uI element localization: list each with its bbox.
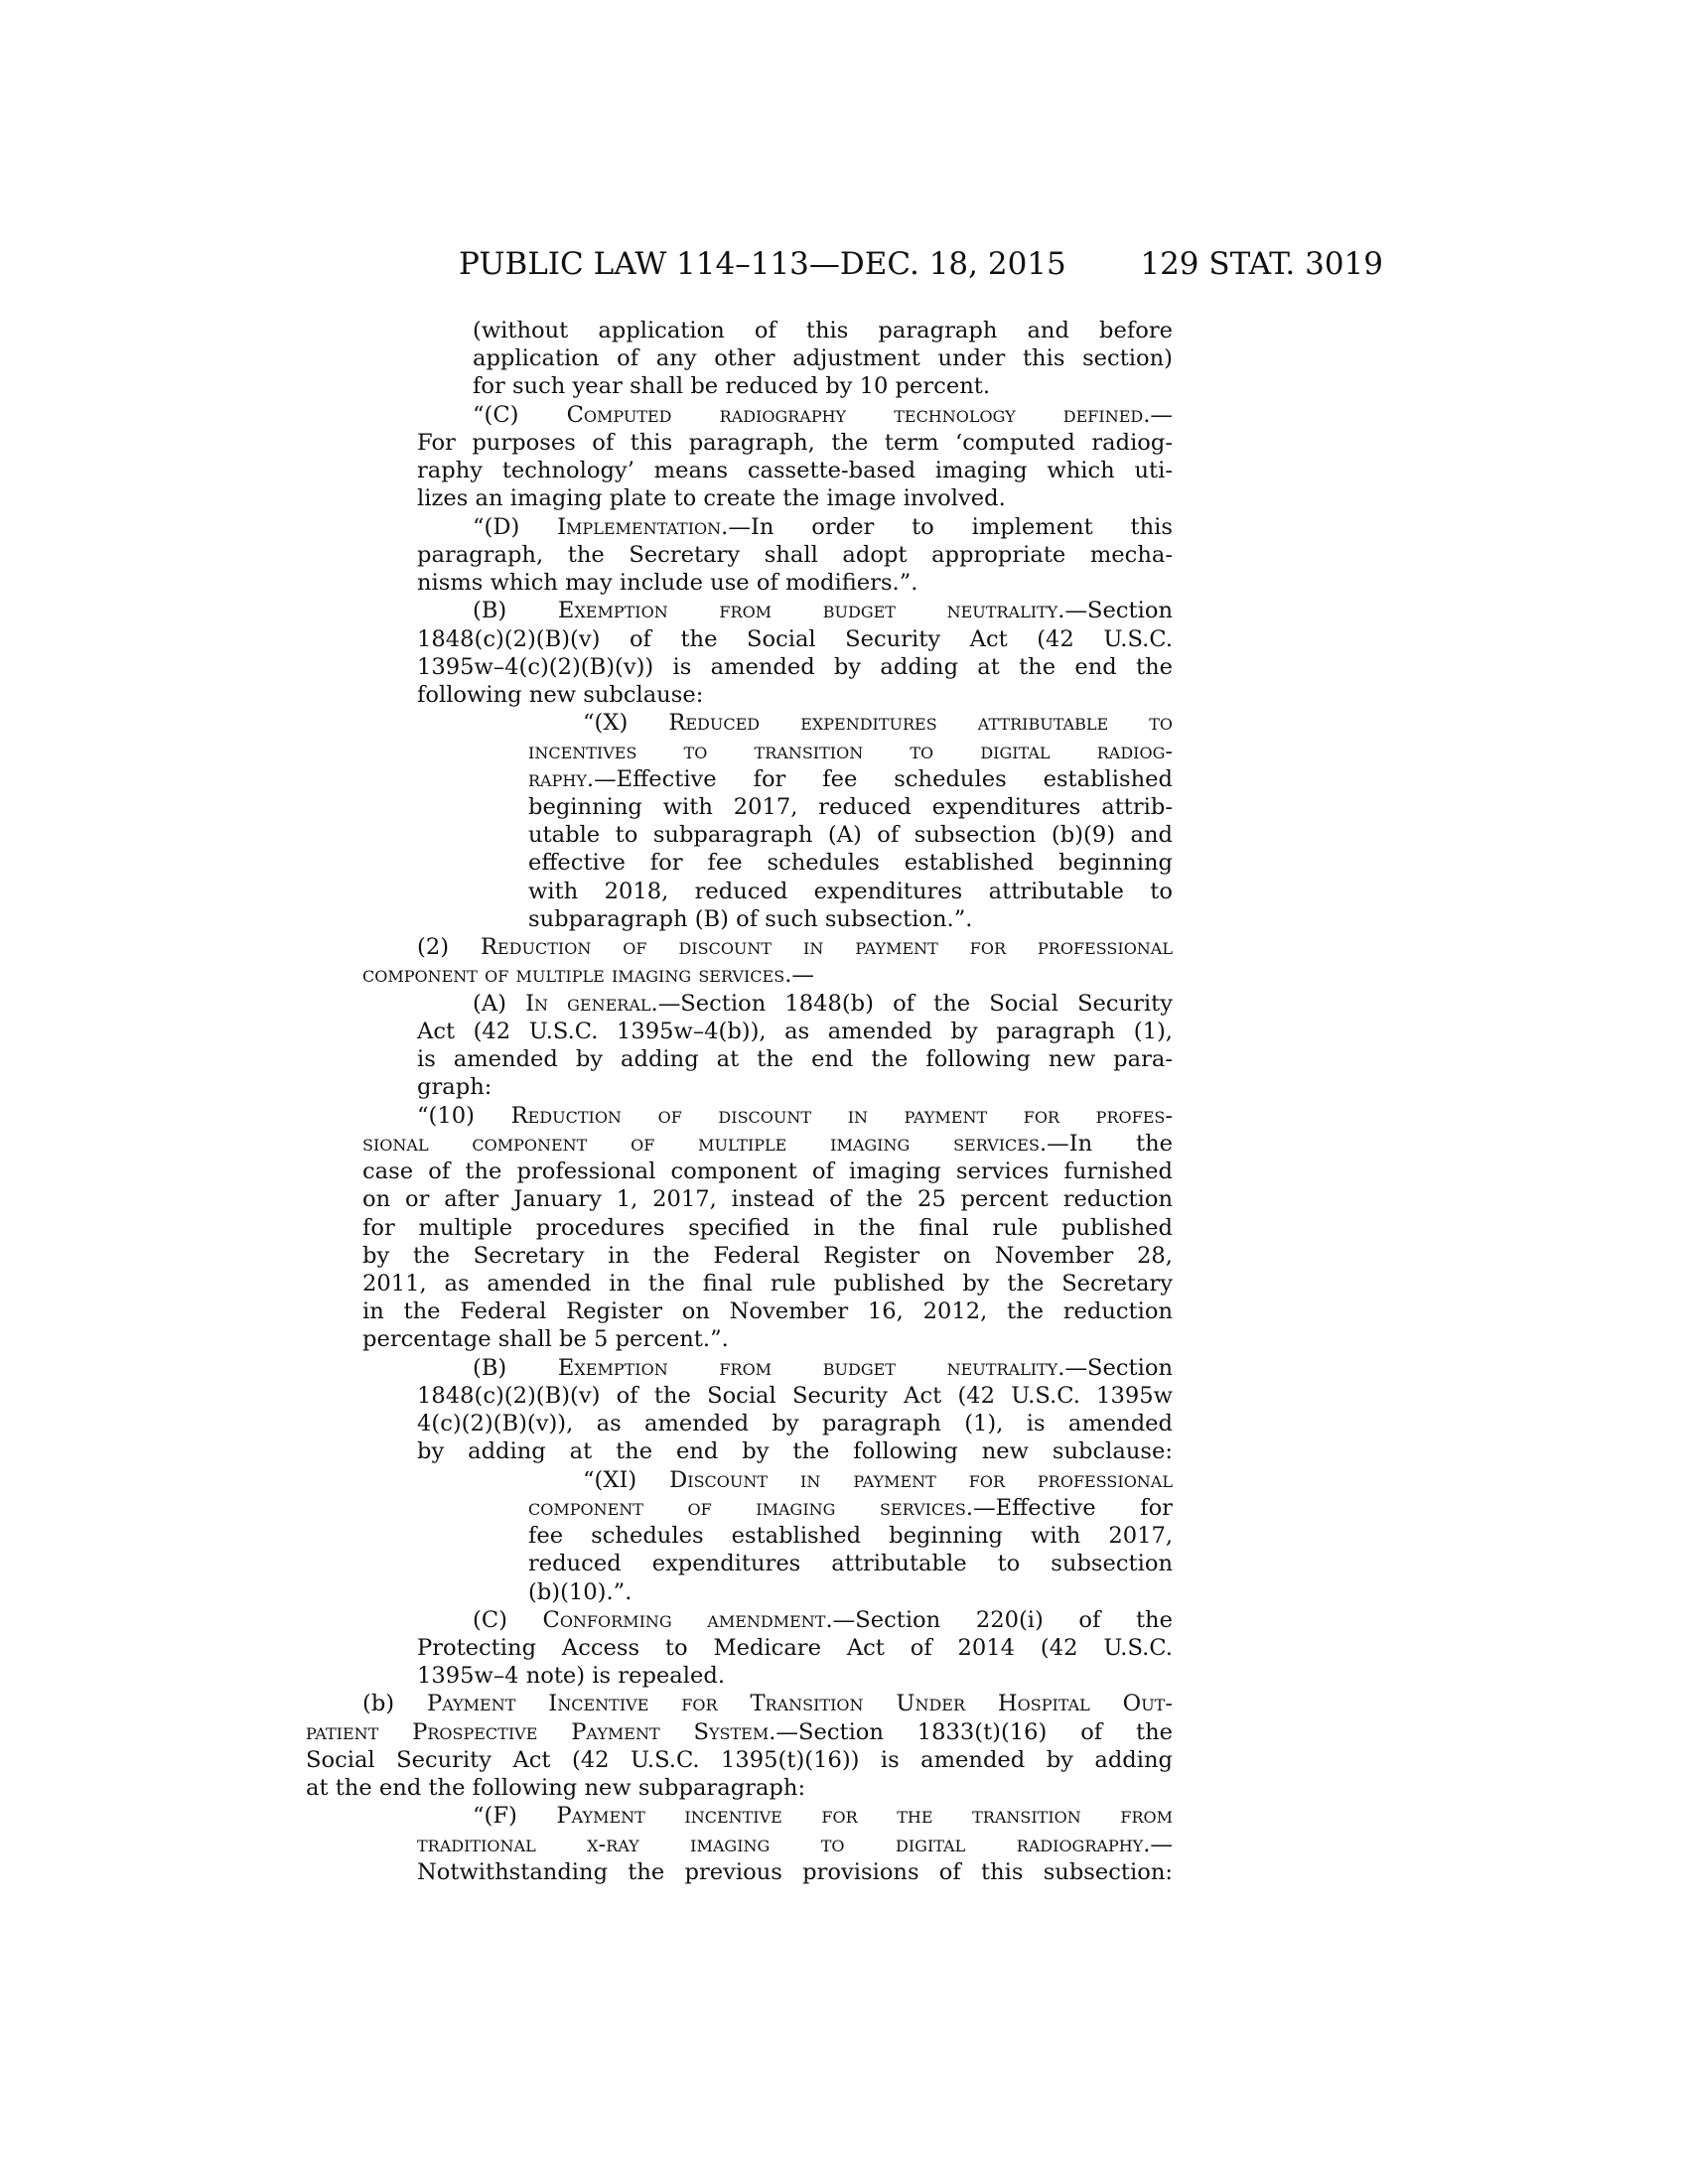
text-segment: at the end the following new subparagraph: bbox=[306, 1775, 806, 1802]
text-segment: —In order to implement this bbox=[728, 513, 1173, 540]
running-header-title: PUBLIC LAW 114–113—DEC. 18, 2015 bbox=[459, 246, 1066, 282]
text-segment: Protecting Access to Medicare Act of 2014 (42 U.S.C. bbox=[417, 1635, 1173, 1662]
small-caps-heading: Computed radiography technology defined. bbox=[566, 401, 1151, 428]
text-segment: 1848(c)(2)(B)(v) of the Social Security Act (42 U.S.C. 1395w bbox=[417, 1382, 1173, 1409]
text-segment: Act (42 U.S.C. 1395w–4(b)), as amended by paragraph (1), bbox=[417, 1018, 1173, 1044]
text-segment: “(D) bbox=[473, 513, 558, 540]
text-line bbox=[528, 1494, 1173, 1522]
text-line bbox=[528, 1578, 1173, 1606]
text-segment: is amended by adding at the end the following new para- bbox=[417, 1046, 1173, 1073]
text-segment: —Section bbox=[1064, 1354, 1173, 1381]
text-segment: (B) bbox=[473, 1354, 558, 1381]
text-segment: for multiple procedures specified in the final rule published bbox=[362, 1214, 1173, 1241]
text-line bbox=[528, 1550, 1173, 1577]
text-segment: for such year shall be reduced by 10 percent. bbox=[473, 373, 991, 400]
text-segment: 1395w–4 note) is repealed. bbox=[417, 1663, 726, 1690]
small-caps-heading: sional component of multiple imaging services. bbox=[362, 1130, 1048, 1157]
text-line bbox=[417, 1382, 1173, 1410]
small-caps-heading: Discount in payment for professional bbox=[669, 1466, 1173, 1493]
text-segment: fee schedules established beginning with 2017, bbox=[528, 1523, 1173, 1550]
text-line bbox=[528, 821, 1173, 849]
text-segment: lizes an imaging plate to create the image involved. bbox=[417, 485, 1006, 512]
text-segment: (b)(10).”. bbox=[528, 1578, 633, 1605]
small-caps-heading: patient Prospective Payment System. bbox=[306, 1718, 776, 1745]
text-segment: application of any other adjustment under this section) bbox=[473, 345, 1173, 372]
text-line bbox=[417, 569, 1173, 597]
text-line bbox=[362, 1130, 1173, 1158]
small-caps-heading: Reduced expenditures attributable to bbox=[668, 710, 1173, 737]
text-line bbox=[473, 1354, 1173, 1382]
text-line bbox=[417, 457, 1173, 484]
text-line bbox=[417, 1858, 1173, 1886]
text-segment: percentage shall be 5 percent.”. bbox=[362, 1326, 729, 1353]
text-segment: graph: bbox=[417, 1074, 492, 1101]
page-number: 129 STAT. 3019 bbox=[1140, 246, 1383, 282]
text-line bbox=[417, 653, 1173, 681]
text-line bbox=[362, 1185, 1173, 1213]
text-segment: following new subclause: bbox=[417, 682, 704, 709]
text-line bbox=[362, 1297, 1173, 1325]
text-segment: “(X) bbox=[583, 710, 669, 737]
text-line bbox=[528, 765, 1173, 793]
small-caps-heading: component of imaging services. bbox=[528, 1494, 974, 1521]
text-segment: nisms which may include use of modifiers.”. bbox=[417, 570, 918, 597]
text-segment: “(10) bbox=[417, 1102, 511, 1129]
text-line bbox=[528, 738, 1173, 765]
text-segment: Notwithstanding the previous provisions of this subsection: bbox=[417, 1858, 1173, 1885]
text-segment: paragraph, the Secretary shall adopt appropriate mecha- bbox=[417, 541, 1173, 568]
small-caps-heading: traditional x-ray imaging to digital radiography. bbox=[417, 1831, 1151, 1857]
text-line bbox=[417, 1073, 1173, 1101]
text-line bbox=[583, 1466, 1173, 1494]
text-segment: “(C) bbox=[473, 401, 567, 428]
text-line bbox=[417, 681, 1173, 709]
text-segment: (b) bbox=[362, 1691, 427, 1717]
text-line bbox=[306, 1718, 1173, 1746]
text-segment: —Section 1833(t)(16) of the bbox=[775, 1718, 1173, 1745]
text-line bbox=[473, 1802, 1173, 1830]
text-line bbox=[473, 1606, 1173, 1634]
text-line bbox=[473, 401, 1173, 429]
text-line bbox=[417, 1634, 1173, 1662]
text-segment: 2011, as amended in the final rule published by the Secretary bbox=[362, 1270, 1173, 1297]
text-segment: — bbox=[791, 962, 814, 989]
text-line bbox=[528, 878, 1173, 905]
text-line bbox=[417, 625, 1173, 653]
text-segment: with 2018, reduced expenditures attributable to bbox=[528, 878, 1173, 904]
text-line bbox=[306, 1746, 1173, 1774]
text-line bbox=[583, 709, 1173, 737]
text-segment: — bbox=[1150, 1831, 1173, 1857]
text-line bbox=[473, 372, 1173, 400]
text-segment: —Section bbox=[1064, 598, 1173, 624]
text-segment: case of the professional component of imaging services furnished bbox=[362, 1159, 1173, 1185]
text-line bbox=[306, 1774, 1173, 1802]
text-segment: “(F) bbox=[473, 1803, 557, 1830]
text-segment: by the Secretary in the Federal Register on November 28, bbox=[362, 1242, 1173, 1269]
text-line bbox=[362, 1325, 1173, 1353]
text-segment: —Section 220(i) of the bbox=[832, 1606, 1173, 1633]
text-segment: (2) bbox=[417, 934, 481, 961]
text-segment: —In the bbox=[1047, 1130, 1173, 1157]
text-segment: —Effective for fee schedules established bbox=[594, 765, 1173, 792]
text-segment: 4(c)(2)(B)(v)), as amended by paragraph (1), is amended bbox=[417, 1411, 1173, 1437]
text-segment: For purposes of this paragraph, the term ‘computed radiog- bbox=[417, 429, 1173, 456]
text-line bbox=[528, 849, 1173, 877]
small-caps-heading: Exemption from budget neutrality. bbox=[557, 598, 1065, 624]
text-line bbox=[362, 1270, 1173, 1297]
text-segment: beginning with 2017, reduced expenditures attrib- bbox=[528, 793, 1173, 820]
text-line bbox=[473, 513, 1173, 541]
text-line bbox=[473, 317, 1173, 344]
text-line bbox=[417, 429, 1173, 457]
text-line bbox=[417, 933, 1173, 961]
text-segment: “(XI) bbox=[583, 1466, 670, 1493]
text-segment: by adding at the end by the following new subclause: bbox=[417, 1438, 1173, 1465]
text-segment: effective for fee schedules established beginning bbox=[528, 850, 1173, 877]
text-segment: raphy technology’ means cassette-based imaging which uti- bbox=[417, 458, 1173, 484]
text-line bbox=[417, 1662, 1173, 1690]
text-line bbox=[417, 1045, 1173, 1073]
text-segment: (B) bbox=[473, 598, 558, 624]
text-line bbox=[473, 597, 1173, 624]
small-caps-heading: Conforming amendment. bbox=[542, 1606, 833, 1633]
small-caps-heading: In general. bbox=[525, 990, 658, 1017]
text-line bbox=[417, 1437, 1173, 1465]
text-line bbox=[417, 484, 1173, 512]
statute-text-body bbox=[0, 317, 1688, 1886]
text-segment: utable to subparagraph (A) of subsection (b)(9) and bbox=[528, 822, 1173, 849]
text-segment: 1848(c)(2)(B)(v) of the Social Security Act (42 U.S.C. bbox=[417, 625, 1173, 652]
small-caps-heading: incentives to transition to digital radiog- bbox=[528, 738, 1173, 764]
text-segment: (C) bbox=[473, 1606, 543, 1633]
text-line bbox=[417, 1410, 1173, 1437]
text-segment: — bbox=[1150, 401, 1173, 428]
text-segment: Social Security Act (42 U.S.C. 1395(t)(16)) is amended by adding bbox=[306, 1746, 1173, 1773]
text-line bbox=[473, 990, 1173, 1018]
text-segment: on or after January 1, 2017, instead of the 25 percent reduction bbox=[362, 1186, 1173, 1213]
text-line bbox=[362, 1242, 1173, 1270]
text-segment: subparagraph (B) of such subsection.”. bbox=[528, 905, 973, 932]
small-caps-heading: Reduction of discount in payment for profes- bbox=[510, 1102, 1173, 1129]
text-segment: 1395w–4(c)(2)(B)(v)) is amended by adding at the end the bbox=[417, 653, 1173, 680]
text-line bbox=[528, 905, 1173, 933]
text-line bbox=[473, 344, 1173, 372]
text-line bbox=[528, 793, 1173, 821]
text-line bbox=[528, 1522, 1173, 1550]
text-segment: (A) bbox=[473, 990, 526, 1017]
text-line bbox=[417, 1018, 1173, 1045]
small-caps-heading: raphy. bbox=[528, 765, 595, 792]
text-line bbox=[362, 1158, 1173, 1185]
text-segment: reduced expenditures attributable to subsection bbox=[528, 1551, 1173, 1577]
small-caps-heading: component of multiple imaging services. bbox=[362, 962, 792, 989]
text-line bbox=[362, 1214, 1173, 1242]
text-segment: in the Federal Register on November 16, 2012, the reduction bbox=[362, 1298, 1173, 1325]
text-line bbox=[417, 541, 1173, 569]
text-line bbox=[417, 1102, 1173, 1130]
text-line bbox=[362, 961, 1173, 989]
text-segment: —Effective for bbox=[973, 1494, 1173, 1521]
small-caps-heading: Payment incentive for the transition from bbox=[556, 1803, 1173, 1830]
small-caps-heading: Payment Incentive for Transition Under Hospital Out- bbox=[427, 1691, 1173, 1717]
text-segment: (without application of this paragraph and before bbox=[473, 318, 1173, 343]
text-line bbox=[417, 1831, 1173, 1858]
text-line bbox=[362, 1690, 1173, 1717]
small-caps-heading: Reduction of discount in payment for professional bbox=[480, 934, 1173, 961]
text-segment: —Section 1848(b) of the Social Security bbox=[657, 990, 1174, 1017]
small-caps-heading: Implementation. bbox=[557, 513, 729, 540]
small-caps-heading: Exemption from budget neutrality. bbox=[557, 1354, 1065, 1381]
